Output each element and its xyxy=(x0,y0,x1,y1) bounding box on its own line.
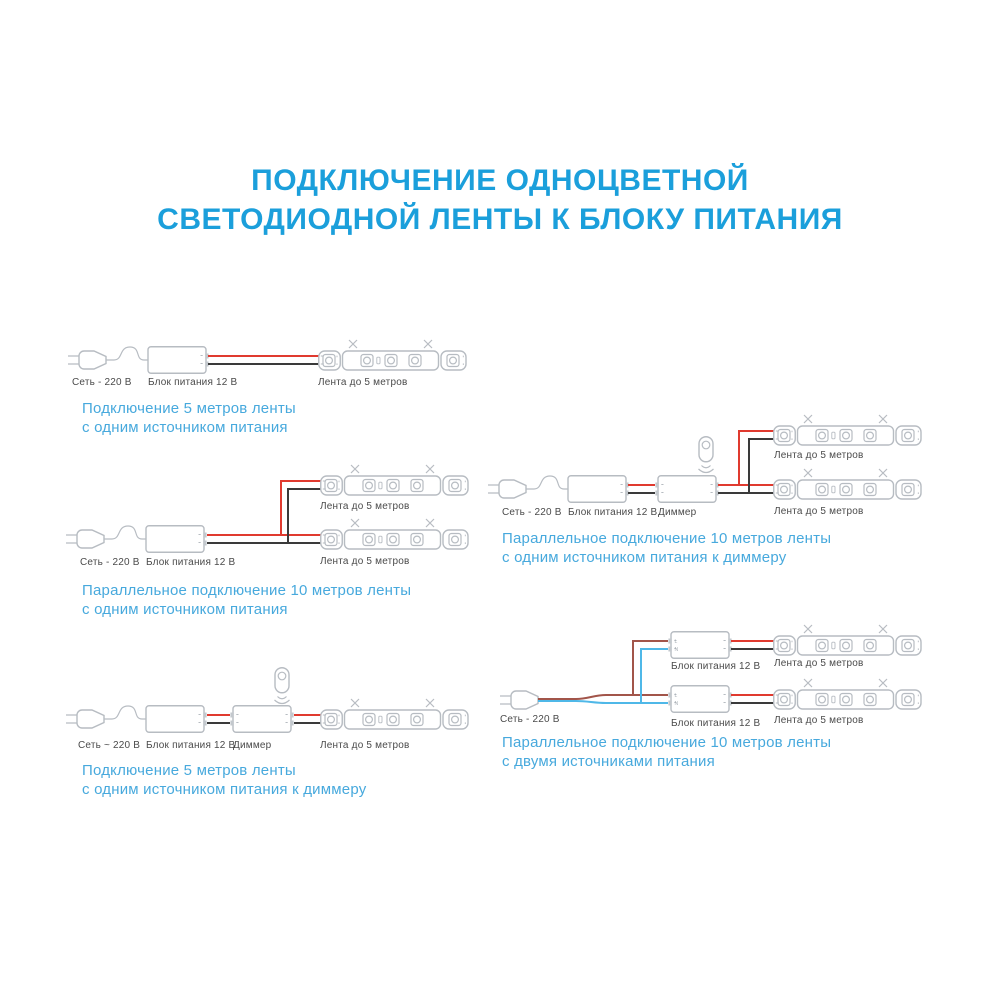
led-strip-icon-bottom xyxy=(321,519,468,549)
led-strip-icon-top xyxy=(774,415,921,445)
page-title-line2: СВЕТОДИОДНОЙ ЛЕНТЫ К БЛОКУ ПИТАНИЯ xyxy=(157,203,843,236)
diagram-caption xyxy=(82,399,296,437)
diagram-10m-two-psu xyxy=(488,618,950,773)
dimmer-box xyxy=(655,476,718,503)
caption-line2: с одним источником питания к диммеру xyxy=(502,549,787,566)
page-title-line1: ПОДКЛЮЧЕНИЕ ОДНОЦВЕТНОЙ xyxy=(251,164,749,197)
power-plug-icon xyxy=(66,526,146,548)
psu-box-bottom xyxy=(668,686,731,713)
psu-label-bottom: Блок питания 12 В xyxy=(671,718,761,729)
caption-line1: Параллельное подключение 10 метров ленты xyxy=(502,734,832,751)
strip-label: Лента до 5 метров xyxy=(320,740,410,751)
power-plug-icon xyxy=(68,347,148,369)
dimmer-label: Диммер xyxy=(658,507,697,518)
mains-label: Сеть ~ 220 В xyxy=(78,740,141,751)
caption-line2: с одним источником питания xyxy=(82,419,288,436)
strip-label-top: Лента до 5 метров xyxy=(320,501,410,512)
psu-box xyxy=(568,476,629,503)
dimmer-label: Диммер xyxy=(233,740,272,751)
caption-line1: Подключение 5 метров ленты xyxy=(82,762,296,779)
diagram-caption xyxy=(502,733,831,771)
caption-line1: Подключение 5 метров ленты xyxy=(82,400,296,417)
psu-label: Блок питания 12 В xyxy=(568,507,658,518)
power-plug-icon xyxy=(488,476,568,498)
psu-label: Блок питания 12 В xyxy=(146,557,236,568)
mains-label: Сеть - 220 В xyxy=(502,507,562,518)
psu-box xyxy=(146,706,207,733)
diagram-5m-psu-dimmer-graphic xyxy=(60,655,480,745)
remote-control-icon xyxy=(275,668,290,704)
diagram-5m-psu-dimmer xyxy=(60,655,480,805)
power-plug-icon xyxy=(500,691,538,709)
diagram-10m-one-psu-graphic xyxy=(60,460,480,565)
mains-label: Сеть - 220 В xyxy=(72,377,132,388)
terminal-label-neutral: N xyxy=(674,700,679,707)
psu-box xyxy=(148,347,209,374)
led-strip-icon-top xyxy=(774,625,921,655)
caption-line2: с одним источником питания xyxy=(82,601,288,618)
psu-label: Блок питания 12 В xyxy=(148,377,238,388)
strip-label-bottom: Лента до 5 метров xyxy=(774,506,864,517)
wire-blue-main xyxy=(538,701,668,703)
strip-label-top: Лента до 5 метров xyxy=(774,450,864,461)
mains-label: Сеть - 220 В xyxy=(80,557,140,568)
led-strip-icon-bottom xyxy=(774,469,921,499)
caption-line1: Параллельное подключение 10 метров ленты xyxy=(82,582,412,599)
diagram-caption xyxy=(82,761,366,799)
mains-label: Сеть - 220 В xyxy=(500,714,560,725)
diagram-caption xyxy=(82,581,411,619)
diagram-10m-psu-dimmer-graphic xyxy=(488,410,950,515)
terminal-label-live: L xyxy=(674,692,678,699)
remote-control-icon xyxy=(699,437,714,473)
led-strip-icon xyxy=(321,699,468,729)
psu-box-top xyxy=(668,632,731,659)
diagram-10m-psu-dimmer xyxy=(488,410,950,570)
terminal-label-neutral: N xyxy=(674,646,679,653)
terminal-label-live: L xyxy=(674,638,678,645)
led-strip-icon xyxy=(319,340,466,370)
page-title xyxy=(0,161,1000,239)
led-strip-icon-bottom xyxy=(774,679,921,709)
diagram-caption xyxy=(502,529,831,567)
psu-label: Блок питания 12 В xyxy=(146,740,236,751)
psu-label-top: Блок питания 12 В xyxy=(671,661,761,672)
strip-label-bottom: Лента до 5 метров xyxy=(774,715,864,726)
strip-label-bottom: Лента до 5 метров xyxy=(320,556,410,567)
diagram-10m-one-psu xyxy=(60,460,480,625)
strip-label-top: Лента до 5 метров xyxy=(774,658,864,669)
dimmer-box xyxy=(230,706,293,733)
led-strip-icon-top xyxy=(321,465,468,495)
wire-brown-main xyxy=(538,695,668,699)
caption-line2: с одним источником питания к диммеру xyxy=(82,781,367,798)
diagram-5m-one-psu xyxy=(60,330,480,445)
strip-label: Лента до 5 метров xyxy=(318,377,408,388)
caption-line2: с двумя источниками питания xyxy=(502,753,715,770)
power-plug-icon xyxy=(66,706,146,728)
psu-box xyxy=(146,526,207,553)
caption-line1: Параллельное подключение 10 метров ленты xyxy=(502,530,832,547)
